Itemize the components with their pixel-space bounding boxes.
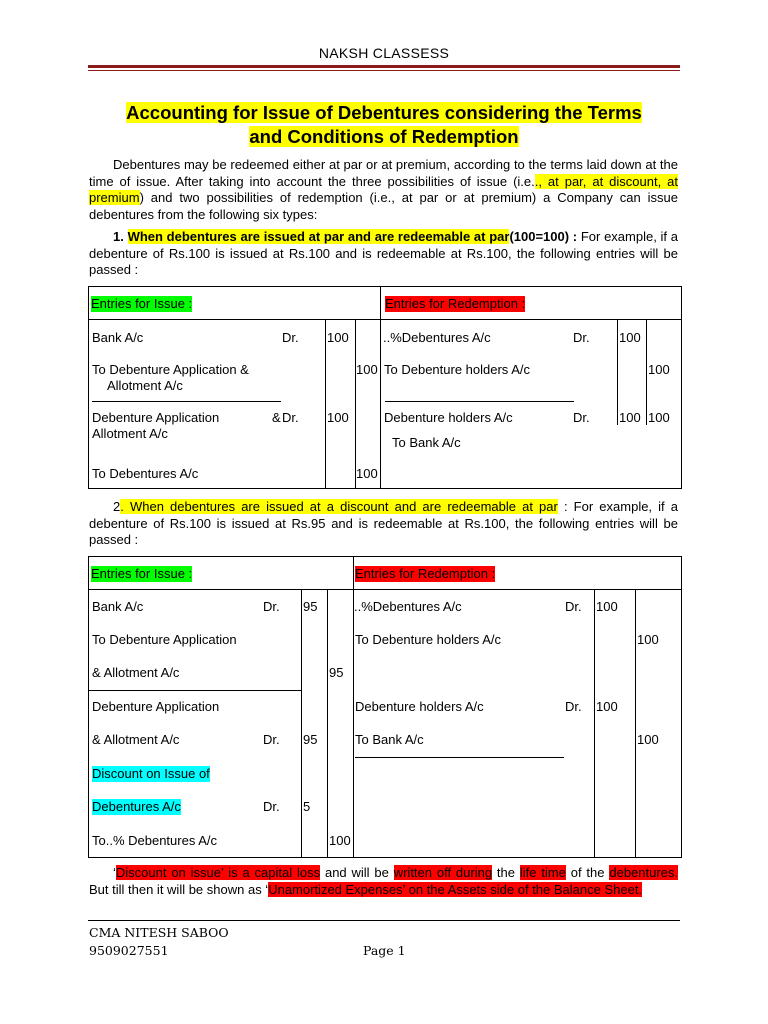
issue-row-1-account: Bank A/c	[92, 330, 144, 345]
intro-text-2: ) and two possibilities of redemption (i.e., at par or at premium) a Company can issue debentures from the following six types:	[89, 190, 678, 222]
redemption-row-1-account: ..%Debentures A/c	[354, 599, 462, 614]
redemption-row-1-amount: 100	[596, 599, 618, 614]
intro-text-1: Debentures may be redeemed either at par or at premium, according to the terms laid down at the time of issue. After taking into account the three possibilities of issue (i.e.	[89, 157, 678, 189]
case-1-heading: When debentures are issued at par and are redeemable at par	[127, 229, 510, 244]
footer-phone: 9509027551	[89, 943, 169, 958]
issue-row-8-account: To..% Debentures A/c	[92, 833, 218, 848]
issue-row-8-amount: 100	[329, 833, 351, 848]
issue-row-3-account-cont: Allotment A/c	[92, 426, 168, 441]
footer-rule	[88, 920, 680, 921]
note-highlight-3: life time	[519, 865, 566, 880]
case-1-ratio: (100=100) :	[509, 229, 578, 244]
discount-note-paragraph	[89, 865, 678, 898]
case-2-heading: . When debentures are issued at a discount and are redeemable at par	[120, 499, 558, 514]
title-line-1: Accounting for Issue of Debentures considering the Terms	[126, 102, 642, 123]
issue-row-2-account: To Debenture Application &	[92, 362, 249, 377]
issue-row-5-dr: Dr.	[263, 732, 280, 747]
issue-row-3-account: & Allotment A/c	[92, 665, 180, 680]
redemption-row-3-amount: 100	[596, 699, 618, 714]
header-rule-thin	[88, 70, 680, 71]
issue-row-3-amount: 95	[329, 665, 344, 680]
case-2-paragraph	[89, 499, 678, 549]
issue-row-4-account: To Debentures A/c	[92, 466, 199, 481]
footer-page-number: Page 1	[363, 943, 406, 958]
redemption-header: Entries for Redemption :	[385, 296, 526, 311]
issue-row-1-account: Bank A/c	[92, 599, 144, 614]
note-text-4: But till then it will be shown as ‘	[89, 881, 269, 897]
issue-row-1-amount: 100	[327, 330, 349, 345]
page-header: NAKSH CLASSESS	[318, 45, 450, 61]
issue-row-2-account-cont: Allotment A/c	[107, 378, 183, 393]
issue-row-7-account: Debentures A/c	[92, 799, 181, 814]
table-case-2	[88, 556, 682, 858]
intro-paragraph	[89, 157, 678, 223]
document-title	[88, 101, 680, 149]
redemption-row-4-account: To Bank A/c	[392, 435, 461, 450]
redemption-row-3-account: Debenture holders A/c	[384, 410, 513, 425]
issue-row-3-amp: &	[272, 410, 281, 425]
title-line-2: and Conditions of Redemption	[249, 126, 519, 147]
issue-row-7-amount: 5	[303, 799, 311, 814]
redemption-row-4-account: To Bank A/c	[355, 732, 424, 747]
note-text-3: of the	[565, 865, 610, 880]
redemption-row-3-dr: Dr.	[573, 410, 590, 425]
issue-header: Entries for Issue :	[91, 566, 193, 581]
redemption-row-3-account: Debenture holders A/c	[355, 699, 484, 714]
issue-row-3-amount: 100	[327, 410, 349, 425]
issue-row-3-account: Debenture Application	[92, 410, 220, 425]
table-case-1	[88, 286, 682, 489]
issue-header: Entries for Issue :	[91, 296, 193, 311]
redemption-row-3-amount-cr: 100	[648, 410, 670, 425]
redemption-row-1-amount: 100	[619, 330, 641, 345]
issue-row-7-dr: Dr.	[263, 799, 280, 814]
case-1-text: For example, if a debenture of Rs.100 is issued at Rs.100 and is redeemable at Rs.100, the following entries will be passed :	[89, 229, 678, 277]
note-text-1: and will be	[320, 865, 394, 880]
issue-row-1-dr: Dr.	[263, 599, 280, 614]
redemption-row-1-dr: Dr.	[573, 330, 590, 345]
case-2-text: : For example, if a debenture of Rs.100 is issued at Rs.95 and is redeemable at Rs.100, the following entries will be passed :	[89, 499, 678, 547]
redemption-row-3-amount-dr: 100	[619, 410, 641, 425]
redemption-row-2-account: To Debenture holders A/c	[384, 362, 530, 377]
note-highlight-1: Discount on issue’ is a capital loss	[115, 865, 321, 880]
issue-row-5-account: & Allotment A/c	[92, 732, 180, 747]
issue-row-1-dr: Dr.	[282, 330, 299, 345]
issue-row-3-dr: Dr.	[282, 410, 299, 425]
issue-row-2-amount: 100	[356, 362, 378, 377]
issue-row-4-account: Debenture Application	[92, 699, 220, 714]
footer-author: CMA NITESH SABOO	[89, 925, 229, 940]
redemption-row-2-amount: 100	[648, 362, 670, 377]
issue-row-5-amount: 95	[303, 732, 318, 747]
redemption-row-2-account: To Debenture holders A/c	[355, 632, 501, 647]
issue-row-4-amount: 100	[356, 466, 378, 481]
issue-row-2-account: To Debenture Application	[92, 632, 237, 647]
note-highlight-5: Unamortized Expenses’ on the Assets side of the Balance Sheet.	[268, 881, 643, 897]
redemption-header: Entries for Redemption :	[355, 566, 496, 581]
redemption-row-1-dr: Dr.	[565, 599, 582, 614]
issue-row-6-account: Discount on Issue of	[92, 766, 210, 781]
note-quote: ‘	[113, 865, 116, 880]
case-1-number: 1.	[113, 229, 124, 244]
note-highlight-4: debentures.	[609, 865, 679, 880]
header-rule-thick	[88, 65, 680, 68]
redemption-row-1-account: ..%Debentures A/c	[383, 330, 491, 345]
redemption-row-2-amount: 100	[637, 632, 659, 647]
redemption-row-3-dr: Dr.	[565, 699, 582, 714]
case-1-paragraph	[89, 229, 678, 279]
note-text-2: the	[492, 865, 520, 880]
intro-highlight: ., at par, at discount, at premium	[89, 173, 678, 205]
case-2-number: 2	[113, 499, 121, 514]
redemption-row-4-amount: 100	[637, 732, 659, 747]
issue-row-1-amount: 95	[303, 599, 318, 614]
note-highlight-2: written off during	[393, 865, 493, 880]
